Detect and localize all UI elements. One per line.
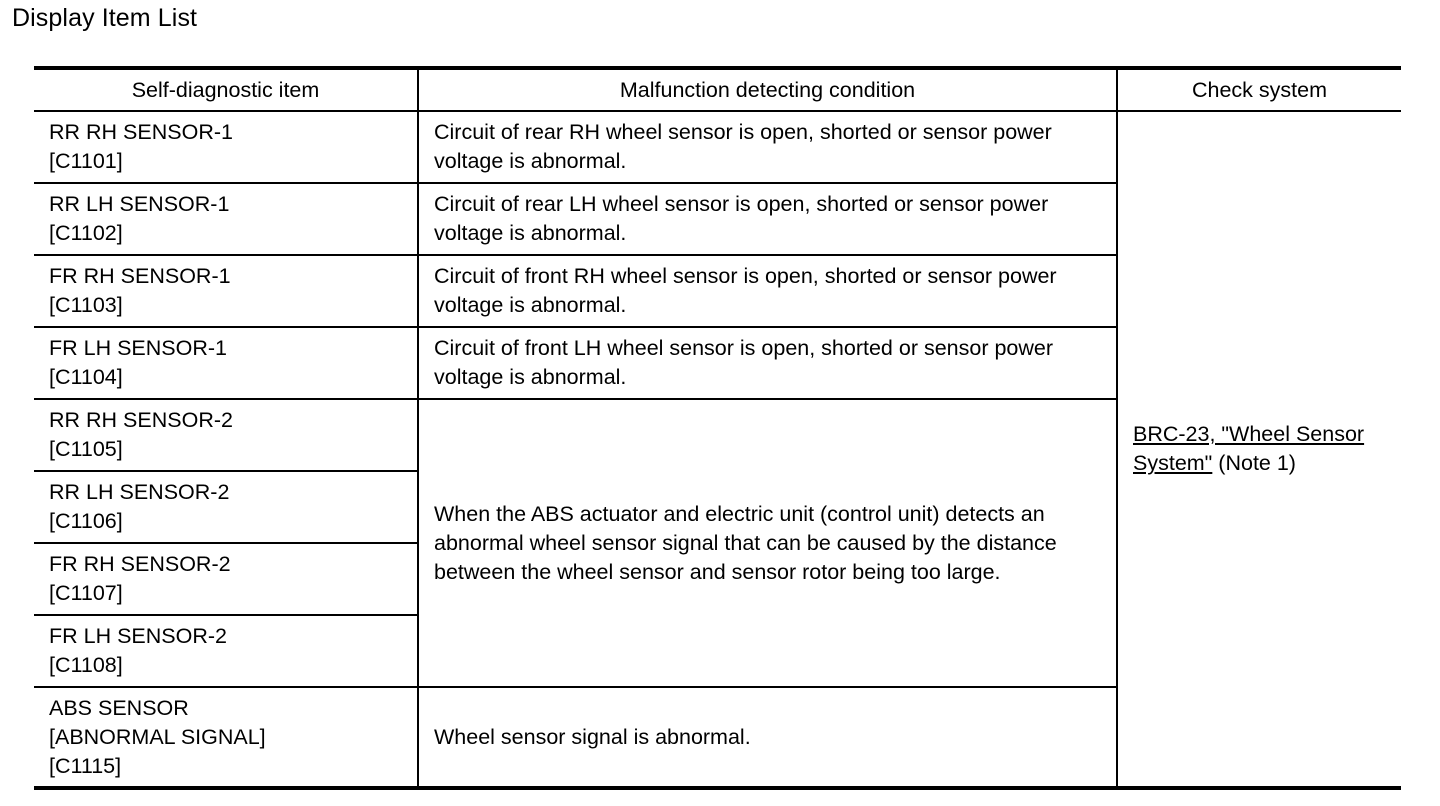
condition-text: voltage is abnormal. (434, 365, 627, 389)
condition-text: between the wheel sensor and sensor rotor being too large. (434, 559, 1001, 584)
item-code: [C1108] (49, 653, 123, 677)
item-name: RR RH SENSOR-1 (49, 120, 233, 144)
table-row (34, 111, 1401, 183)
condition-cell-c1101 (418, 111, 1117, 183)
display-item-table (34, 66, 1401, 790)
item-cell-c1103 (34, 255, 418, 327)
item-code: [C1115] (49, 753, 122, 778)
condition-text: voltage is abnormal. (434, 149, 627, 173)
item-name: RR LH SENSOR-2 (49, 480, 230, 504)
condition-cell-c1104 (418, 327, 1117, 399)
item-code: [C1106] (49, 509, 123, 533)
item-cell-c1105 (34, 399, 418, 471)
page-title: Display Item List (12, 4, 198, 32)
condition-text: voltage is abnormal. (434, 221, 627, 245)
condition-cell-sensor-2 (418, 399, 1117, 687)
condition-cell-c1102 (418, 183, 1117, 255)
item-code: [C1104] (49, 365, 123, 389)
item-name: FR RH SENSOR-1 (49, 264, 231, 288)
item-subname: [ABNORMAL SIGNAL] (49, 724, 266, 749)
check-system-cell (1117, 111, 1401, 788)
condition-text: voltage is abnormal. (434, 293, 627, 317)
item-cell-c1115 (34, 687, 418, 788)
condition-text: abnormal wheel sensor signal that can be caused by the distance (434, 530, 1057, 555)
check-note: (Note 1) (1212, 451, 1296, 475)
header-malfunction-condition: Malfunction detecting condition (418, 68, 1117, 111)
item-name: ABS SENSOR (49, 695, 189, 720)
condition-text: Circuit of rear LH wheel sensor is open, shorted or sensor power (434, 192, 1049, 216)
item-name: RR LH SENSOR-1 (49, 192, 230, 216)
condition-text: When the ABS actuator and electric unit (control unit) detects an (434, 501, 1045, 526)
item-code: [C1107] (49, 581, 123, 605)
condition-text: Circuit of rear RH wheel sensor is open, shorted or sensor power (434, 120, 1052, 144)
condition-text: Circuit of front RH wheel sensor is open, shorted or sensor power (434, 264, 1057, 288)
item-name: RR RH SENSOR-2 (49, 408, 233, 432)
header-check-system: Check system (1117, 68, 1401, 111)
item-name: FR LH SENSOR-1 (49, 336, 228, 360)
item-cell-c1104 (34, 327, 418, 399)
item-code: [C1103] (49, 293, 123, 317)
item-code: [C1101] (49, 149, 123, 173)
item-cell-c1102 (34, 183, 418, 255)
brc-23-wheel-sensor-link[interactable]: BRC-23, "Wheel Sensor System" (1133, 422, 1365, 475)
item-cell-c1106 (34, 471, 418, 543)
header-self-diagnostic-item: Self-diagnostic item (34, 68, 418, 111)
item-name: FR LH SENSOR-2 (49, 624, 228, 648)
table-header-row (34, 68, 1401, 111)
condition-text: Circuit of front LH wheel sensor is open, shorted or sensor power (434, 336, 1054, 360)
condition-cell-c1103 (418, 255, 1117, 327)
item-cell-c1107 (34, 543, 418, 615)
item-code: [C1102] (49, 221, 123, 245)
condition-cell-c1115 (418, 687, 1117, 788)
item-name: FR RH SENSOR-2 (49, 552, 231, 576)
item-code: [C1105] (49, 437, 123, 461)
item-cell-c1108 (34, 615, 418, 687)
item-cell-c1101 (34, 111, 418, 183)
condition-text: Wheel sensor signal is abnormal. (434, 724, 751, 749)
